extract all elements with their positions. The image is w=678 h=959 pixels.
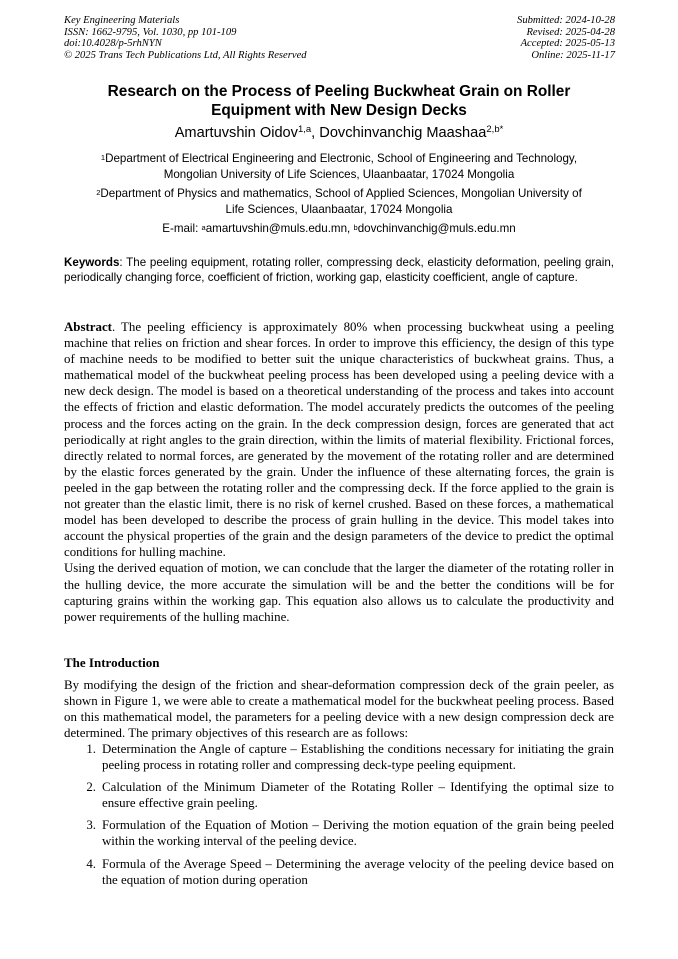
email-sup: a (201, 223, 206, 232)
item-text: Determination the Angle of capture – Establishing the conditions necessary for initiating the grain peeling process in rotating roller and compressing deck-type peeling equipment. (102, 742, 614, 773)
item-number: 3. (86, 818, 96, 833)
abstract-label: Abstract (64, 320, 112, 334)
authors (64, 125, 614, 141)
submitted-date: Submitted: 2024-10-28 (517, 15, 615, 26)
email-label: E-mail: (162, 222, 202, 235)
list-item (64, 779, 614, 811)
email-sup: b (353, 223, 358, 232)
aff-line: Department of Physics and mathematics, School of Applied Sciences, Mongolian University of (100, 187, 582, 200)
item-text: Formulation of the Equation of Motion – Deriving the motion equation of the grain being peeled within the working interval of the peeling device. (102, 818, 614, 849)
journal-name: Key Engineering Materials (64, 15, 180, 26)
author-sup: 1,a (297, 124, 312, 135)
abstract-paragraph (64, 319, 614, 560)
email-a: amartuvshin@muls.edu.mn (205, 222, 348, 235)
journal-info (64, 15, 307, 61)
title-line: Equipment with New Design Decks (211, 102, 467, 119)
aff-sup: 1 (100, 153, 106, 162)
keywords-label: Keywords (64, 256, 120, 269)
aff-line: Department of Electrical Engineering and Electronic, School of Engineering and Technology, (105, 152, 578, 165)
email-line (64, 221, 614, 237)
separator: , (347, 222, 354, 235)
dates-info (517, 15, 615, 61)
author-name: Amartuvshin Oidov (174, 125, 298, 141)
list-item (64, 856, 614, 888)
title-line: Research on the Process of Peeling Buckwheat Grain on Roller (107, 83, 571, 100)
aff-sup: 2 (96, 188, 101, 197)
intro-text: By modifying the design of the friction and shear-deformation compression deck of the grain peeler, as shown in Figure 1, we were able to create a mathematical model for the buckwheat peeling process. Based on this mathematical model, the parameters for a peeling device with a new design compression deck are determined. The primary objectives of this research are as follows: (64, 678, 614, 741)
email-b: dovchinvanchig@muls.edu.mn (357, 222, 516, 235)
keywords (64, 256, 614, 286)
issn: ISSN: 1662-9795, Vol. 1030, pp 101-109 (64, 26, 237, 38)
affiliation-1 (64, 151, 614, 182)
item-text: Calculation of the Minimum Diameter of the Rotating Roller – Identifying the optimal size to ensure effective grain peeling. (102, 780, 614, 811)
separator: , (311, 125, 320, 141)
online-date: Online: 2025-11-17 (531, 49, 615, 61)
item-number: 1. (86, 742, 96, 756)
affiliation-2 (64, 186, 614, 217)
item-number: 4. (86, 856, 96, 871)
paper-title (64, 82, 614, 120)
item-number: 2. (86, 780, 96, 795)
abstract-paragraph-2: Using the derived equation of motion, we can conclude that the larger the diameter of the rotating roller in the hulling device, the more accurate the simulation will be and the better the conditions will be for capturing grains within the working gap. This equation also allows us to calculate the productivity and power requirements of the hulling machine. (64, 561, 614, 624)
accepted-date: Accepted: 2025-05-13 (520, 38, 615, 50)
aff-line: Life Sciences, Ulaanbaatar, 17024 Mongolia (225, 202, 453, 216)
item-text: Formula of the Average Speed – Determining the average velocity of the peeling device based on the equation of motion during operation (102, 856, 614, 887)
section-heading: The Introduction (64, 655, 160, 670)
aff-line: Mongolian University of Life Sciences, Ulaanbaatar, 17024 Mongolia (163, 167, 515, 181)
list-item (64, 817, 614, 849)
abstract (64, 319, 614, 625)
abstract-text: . The peeling efficiency is approximately 80% when processing buckwheat using a peeling machine that relies on friction and shear forces. In order to improve this efficiency, the design of this type of machine needs to be modified to better suit the unique characteristics of buckwheat grains. Thus, a mathematical model of the buckwheat peeling process has been developed using a peeling device with a new deck design. The model is based on a theoretical understanding of the process and takes into account the effects of friction and elastic deformation. The model accurately predicts the outcomes of the peeling process and the forces acting on the grain. In the deck compression design, forces are generated that act periodically at right angles to the grain direction, within the limits of material flexibility. Frictional forces, directly related to normal forces, are generated by the movement of the rotating roller and are determined by the elastic forces generated by the grain. Under the influence of these alternating forces, the grain is peeled in the gap between the rotating roller and the compressing deck. If the force applied to the grain is not greater than the elastic limit, there is no risk of kernel crushed. Based on these forces, a mathematical model has been developed to describe the process of grain hulling in the device. This model takes into account the physical properties of the grain and the design parameters of the device to predict the optimal conditions for hulling machine. (64, 320, 614, 560)
doi: doi:10.4028/p-5rhNYN (64, 38, 162, 50)
author-name: Dovchinvanchig Maashaa (319, 125, 487, 141)
intro-paragraph (64, 677, 614, 741)
copyright: © 2025 Trans Tech Publications Ltd, All Rights Reserved (64, 49, 307, 61)
keywords-text: : The peeling equipment, rotating roller, compressing deck, elasticity deformation, peeling grain, periodically changing force, coefficient of friction, working gap, elasticity coefficient, angle of capture. (64, 256, 614, 284)
list-item (64, 741, 614, 773)
author-sup: 2,b* (486, 124, 504, 135)
objectives-list (64, 741, 614, 894)
revised-date: Revised: 2025-04-28 (526, 26, 615, 38)
